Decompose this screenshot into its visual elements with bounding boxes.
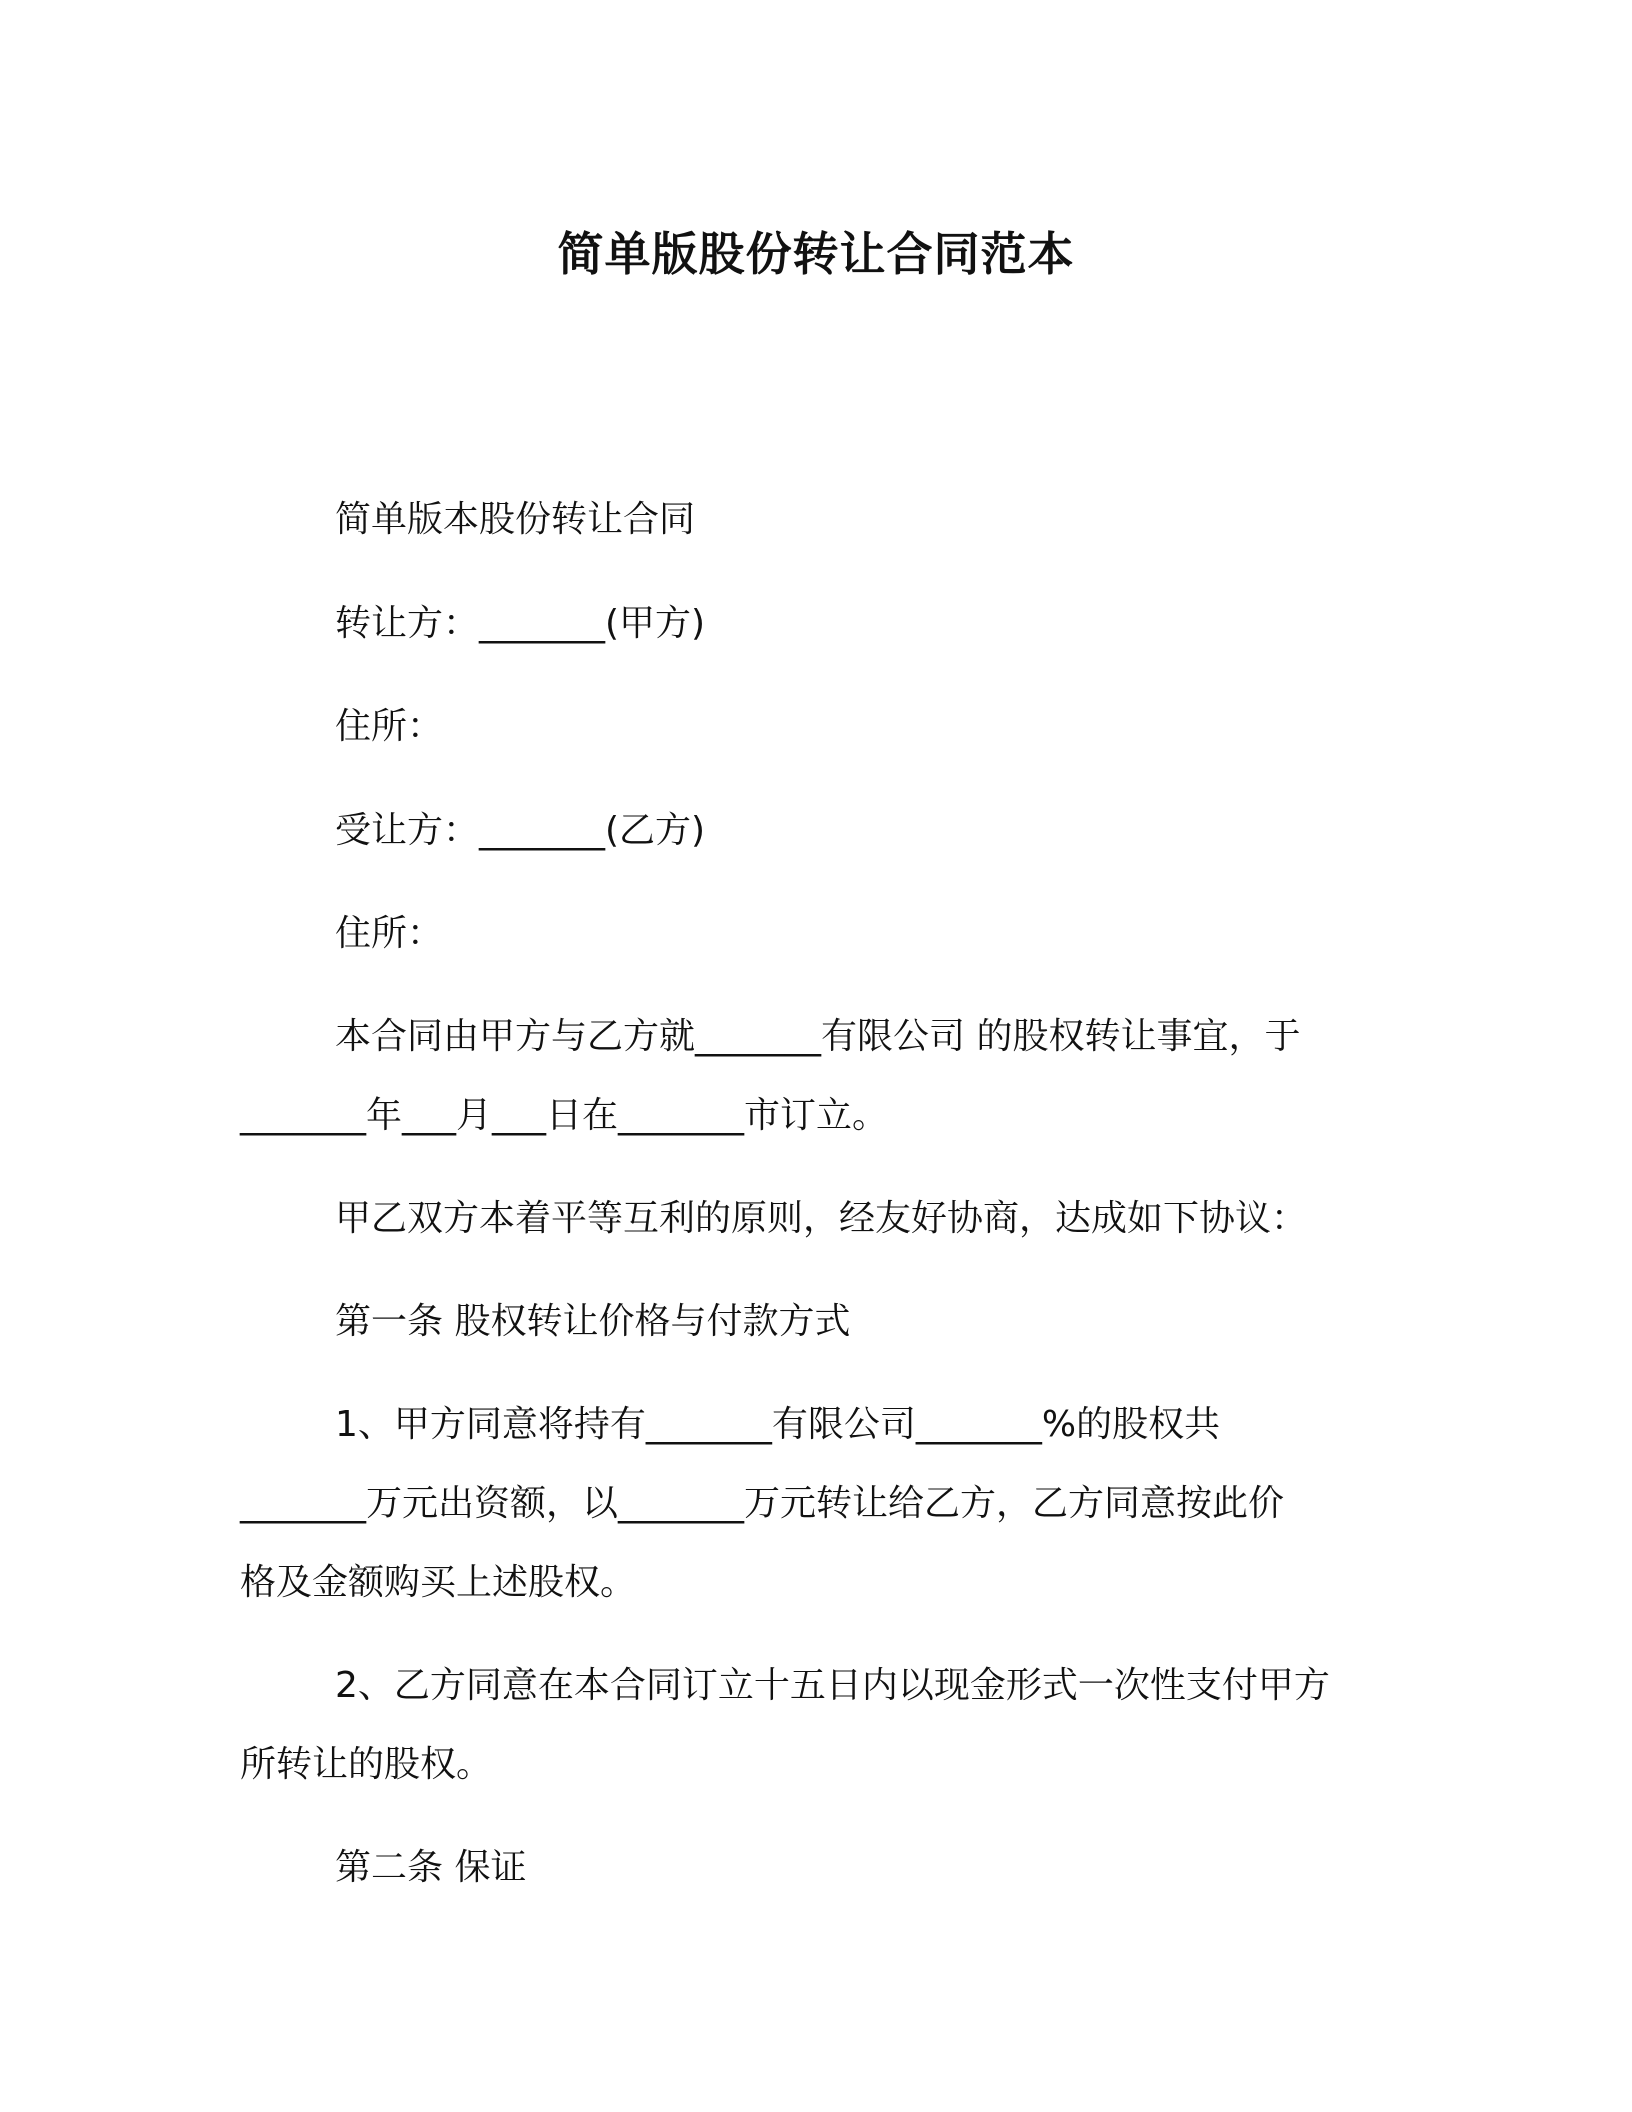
- agreement-statement: 甲乙双方本着平等互利的原则，经友好协商，达成如下协议：: [335, 1198, 1308, 1239]
- transferee-line: 受让方：_______(乙方): [335, 810, 706, 851]
- article-1-heading: 第一条 股权转让价格与付款方式: [335, 1301, 851, 1342]
- clause-1-line-3: 格及金额购买上述股权。: [240, 1562, 637, 1603]
- intro-paragraph-line-1: 本合同由甲方与乙方就_______有限公司 的股权转让事宜，于: [335, 1016, 1301, 1057]
- clause-1-line-2: _______万元出资额，以_______万元转让给乙方，乙方同意按此价: [240, 1483, 1285, 1524]
- intro-paragraph-line-2: _______年___月___日在_______市订立。: [240, 1095, 889, 1136]
- contract-heading: 简单版本股份转让合同: [335, 499, 696, 540]
- article-2-heading: 第二条 保证: [335, 1847, 527, 1888]
- transferor-line: 转让方：_______(甲方): [335, 603, 706, 644]
- document-title: 简单版股份转让合同范本: [557, 227, 1075, 281]
- transferee-address-line: 住所：: [335, 913, 444, 954]
- clause-1-line-1: 1、甲方同意将持有_______有限公司_______%的股权共: [335, 1404, 1221, 1445]
- clause-2-line-1: 2、乙方同意在本合同订立十五日内以现金形式一次性支付甲方: [335, 1665, 1330, 1706]
- clause-2-line-2: 所转让的股权。: [240, 1744, 493, 1785]
- transferor-address-line: 住所：: [335, 706, 444, 747]
